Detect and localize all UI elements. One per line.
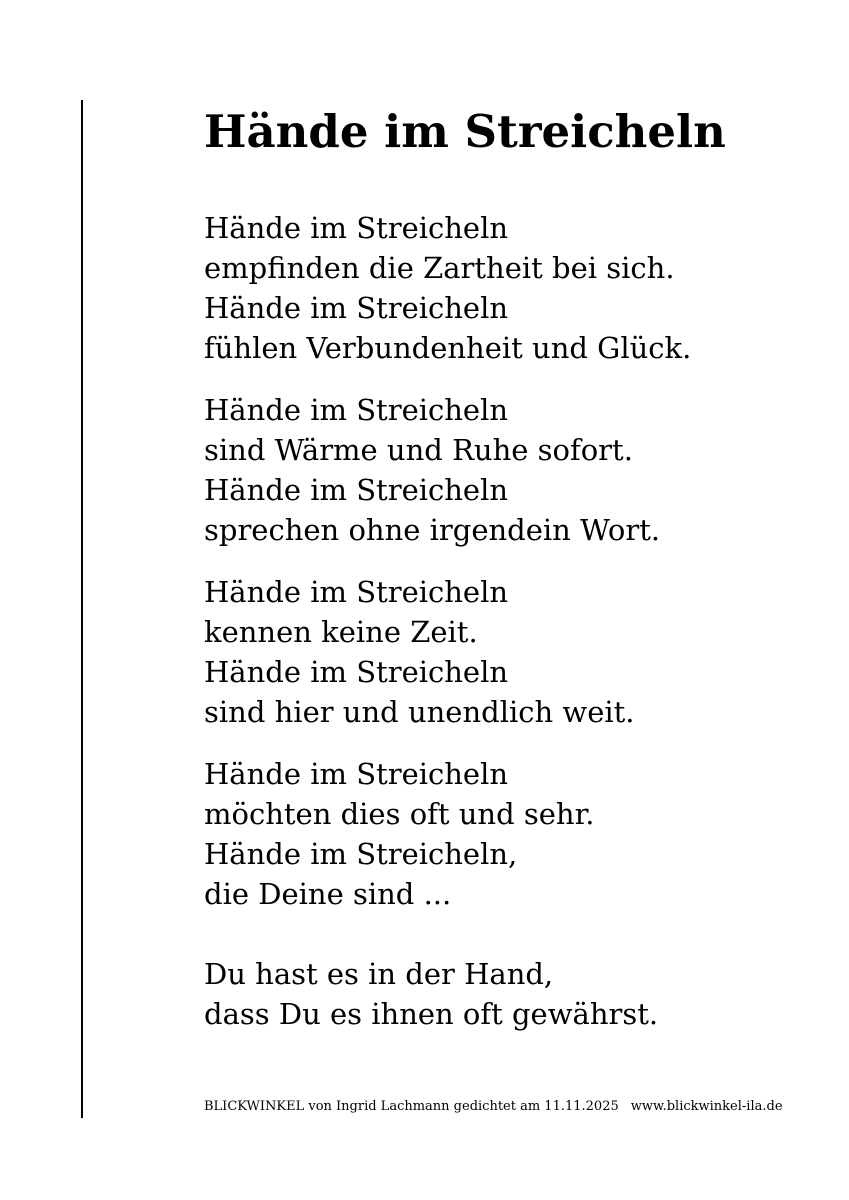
poem-title: Hände im Streicheln — [204, 105, 726, 158]
poem-line: empfinden die Zartheit bei sich. — [204, 251, 675, 285]
poem-line: sprechen ohne irgendein Wort. — [204, 513, 661, 547]
footer — [204, 1097, 783, 1117]
poem-line: Hände im Streicheln — [204, 291, 509, 325]
poem-line: Hände im Streicheln, — [204, 837, 518, 871]
left-margin-rule — [81, 100, 83, 1118]
poem-line: Hände im Streicheln — [204, 393, 509, 427]
stanza-2 — [204, 390, 804, 550]
poem-line: sind Wärme und Ruhe sofort. — [204, 433, 633, 467]
poem-line: Hände im Streicheln — [204, 757, 509, 791]
poem-line: Hände im Streicheln — [204, 655, 509, 689]
stanza-3 — [204, 572, 804, 732]
poem-body — [204, 208, 804, 1056]
footer-website: www.blickwinkel-ila.de — [630, 1099, 783, 1114]
poem-line: dass Du es ihnen oft gewährst. — [204, 997, 659, 1031]
stanza-1 — [204, 208, 804, 368]
stanza-4 — [204, 754, 804, 914]
closing-stanza — [204, 954, 804, 1034]
poem-line: Hände im Streicheln — [204, 211, 509, 245]
poem-line: Du hast es in der Hand, — [204, 957, 554, 991]
footer-credit: BLICKWINKEL von Ingrid Lachmann gedichtet am 11.11.2025 — [204, 1099, 619, 1114]
poem-line: kennen keine Zeit. — [204, 615, 478, 649]
poem-line: sind hier und unendlich weit. — [204, 695, 635, 729]
poem-line: Hände im Streicheln — [204, 575, 509, 609]
poem-line: möchten dies oft und sehr. — [204, 797, 595, 831]
poem-line: die Deine sind ... — [204, 877, 452, 911]
poem-line: fühlen Verbundenheit und Glück. — [204, 331, 692, 365]
poem-line: Hände im Streicheln — [204, 473, 509, 507]
